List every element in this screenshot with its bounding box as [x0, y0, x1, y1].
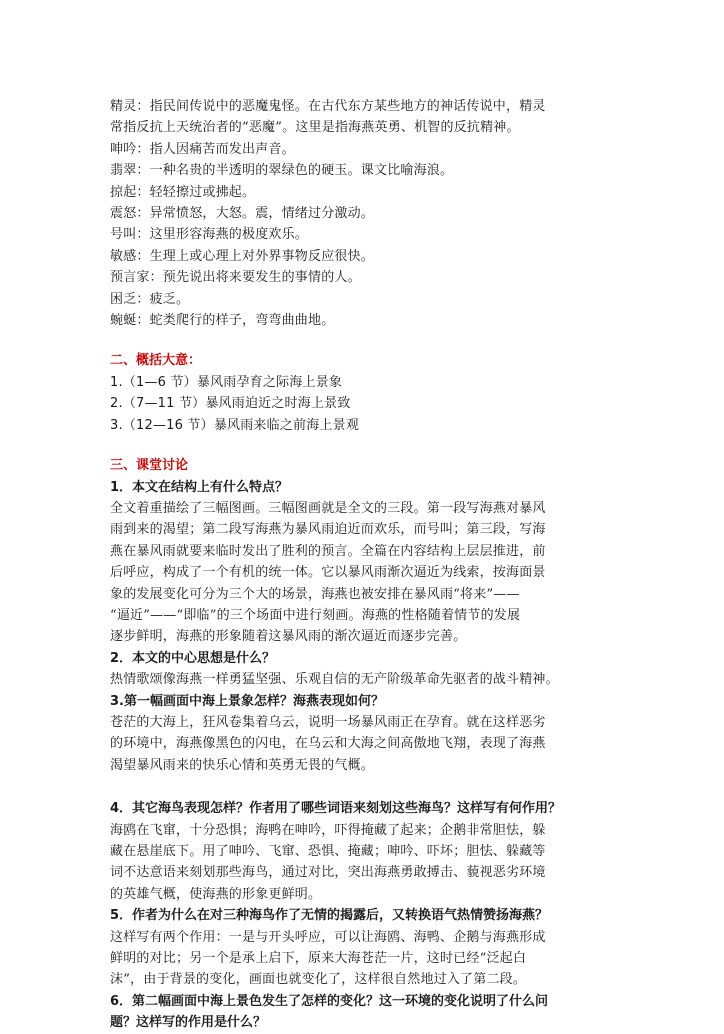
- document-page: [110, 96, 620, 1034]
- glossary-line: 蜿蜒：蛇类爬行的样子，弯弯曲曲地。: [110, 313, 335, 329]
- answer-paragraph: [110, 669, 620, 690]
- answer-line: 鲜明的对比；另一个是承上启下，原来大海苍茫一片，这时已经“泛起白: [110, 951, 527, 967]
- summary-item: 3.（12—16 节）暴风雨来临之前海上景观: [110, 417, 360, 433]
- answer-line: 的环境中，海燕像黑色的闪电，在乌云和大海之间高傲地飞翔，表现了海燕: [110, 736, 546, 752]
- question-heading: 4．其它海鸟表现怎样？作者用了哪些词语来刻划这些海鸟？这样写有何作用？: [110, 801, 562, 817]
- answer-line: 词不达意语来刻划那些海鸟，通过对比，突出海燕勇敢搏击、藐视恶劣环境: [110, 865, 546, 881]
- summary-item: 1.（1—6 节）暴风雨孕育之际海上景象: [110, 374, 343, 390]
- section-heading: 二、概括大意：: [110, 353, 202, 369]
- answer-line: 渴望暴风雨来的快乐心情和英勇无畏的气概。: [110, 757, 375, 773]
- glossary-line: 号叫：这里形容海燕的极度欢乐。: [110, 227, 309, 243]
- answer-line: 这样写有两个作用：一是与开头呼应，可以让海鸥、海鸭、企鹅与海燕形成: [110, 929, 546, 945]
- answer-paragraph: [110, 712, 620, 776]
- glossary-line: 敏感：生理上或心理上对外界事物反应很快。: [110, 248, 375, 264]
- glossary-line: 翡翠：一种名贵的半透明的翠绿色的硬玉。课文比喻海浪。: [110, 163, 454, 179]
- answer-line: 的英雄气概，使海燕的形象更鲜明。: [110, 886, 322, 902]
- answer-line: 后呼应，构成了一个有机的统一体。它以暴风雨渐次逼近为线索，按海面景: [110, 565, 546, 581]
- answer-line: 象的发展变化可分为三个大的场景，海燕也被安排在暴风雨“将来”——: [110, 586, 520, 602]
- answer-line: 燕在暴风雨就要来临时发出了胜利的预言。全篇在内容结构上层层推进，前: [110, 543, 546, 559]
- question-heading: 3.第一幅画面中海上景象怎样？海燕表现如何？: [110, 693, 384, 709]
- section-summary: [110, 350, 620, 436]
- glossary-line: 预言家：预先说出将来要发生的事情的人。: [110, 270, 361, 286]
- answer-paragraph: [110, 498, 620, 648]
- answer-paragraph: [110, 820, 620, 906]
- question-heading: 2．本文的中心思想是什么？: [110, 650, 276, 666]
- section-discussion: [110, 455, 620, 1034]
- answer-line: 苍茫的大海上，狂风卷集着乌云，说明一场暴风雨正在孕育。就在这样恶劣: [110, 714, 546, 730]
- glossary: [110, 96, 620, 331]
- question-heading: 1．本文在结构上有什么特点？: [110, 479, 289, 495]
- glossary-line: 掠起：轻轻擦过或拂起。: [110, 184, 256, 200]
- answer-line: 雨到来的渴望；第二段写海燕为暴风雨迫近而欢乐，而号叫；第三段，写海: [110, 522, 546, 538]
- answer-paragraph: [110, 927, 620, 991]
- answer-line: 海鸥在飞窜，十分恐惧；海鸭在呻吟，吓得掩藏了起来；企鹅非常胆怯，躲: [110, 822, 546, 838]
- glossary-line: 震怒：异常愤怒，大怒。震，情绪过分激动。: [110, 206, 375, 222]
- question-heading: 6．第二幅画面中海上景色发生了怎样的变化？这一环境的变化说明了什么问: [110, 993, 549, 1009]
- question-heading: 5．作者为什么在对三种海鸟作了无情的揭露后，又转换语气热情赞扬海燕？: [110, 908, 549, 924]
- glossary-line: 精灵：指民间传说中的恶魔鬼怪。在古代东方某些地方的神话传说中，精灵: [110, 99, 546, 114]
- answer-line: 全文着重描绘了三幅图画。三幅图画就是全文的三段。第一段写海燕对暴风: [110, 500, 546, 516]
- answer-line: 沫”，由于背景的变化，画面也就变化了，这样很自然地过入了第二段。: [110, 972, 527, 988]
- answer-line: 藏在悬崖底下。用了呻吟、飞窜、恐惧、掩藏；呻吟、吓坏；胆怯、躲藏等: [110, 844, 546, 859]
- answer-line: 热情歌颂像海燕一样勇猛坚强、乐观自信的无产阶级革命先驱者的战斗精神。: [110, 672, 559, 688]
- question-heading: 题？这样写的作用是什么？: [110, 1015, 267, 1031]
- answer-line: “逼近”——“即临”的三个场面中进行刻画。海燕的性格随着情节的发展: [110, 607, 521, 623]
- section-heading: 三、课堂讨论: [110, 458, 189, 474]
- summary-item: 2.（7—11 节）暴风雨迫近之时海上景致: [110, 396, 351, 412]
- glossary-line: 呻吟：指人因痛苦而发出声音。: [110, 141, 295, 157]
- answer-line: 逐步鲜明，海燕的形象随着这暴风雨的渐次逼近而逐步完善。: [110, 629, 467, 645]
- glossary-line: 常指反抗上天统治者的“恶魔”。这里是指海燕英勇、机智的反抗精神。: [110, 120, 520, 136]
- glossary-line: 困乏：疲乏。: [110, 291, 190, 307]
